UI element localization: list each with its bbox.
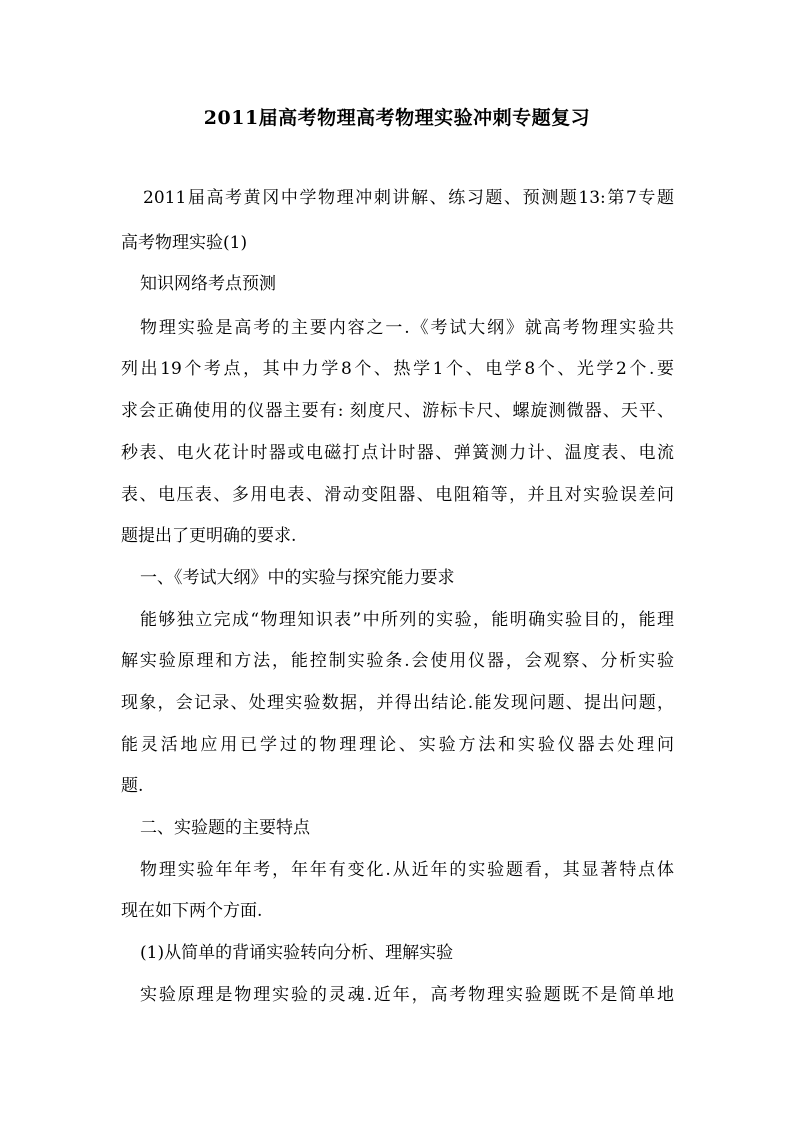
paragraph-line: 实验原理是物理实验的灵魂.近年，高考物理实验题既不是简单地: [140, 985, 674, 1005]
paragraph-line: 物理实验是高考的主要内容之一.《考试大纲》就高考物理实验共: [140, 318, 674, 338]
paragraph-line: 题提出了更明确的要求.: [121, 526, 297, 546]
paragraph-line: 现在如下两个方面.: [121, 901, 263, 921]
paragraph-line: 求会正确使用的仪器主要有: 刻度尺、游标卡尺、螺旋测微器、天平、: [121, 401, 674, 421]
paragraph-line: 高考物理实验(1): [121, 233, 248, 253]
paragraph-line: 表、电压表、多用电表、滑动变阻器、电阻箱等，并且对实验误差问: [121, 485, 674, 505]
paragraph-line: 能灵活地应用已学过的物理理论、实验方法和实验仪器去处理问: [121, 735, 674, 755]
subsection-heading: (1)从简单的背诵实验转向分析、理解实验: [140, 943, 454, 963]
paragraph-line: 解实验原理和方法，能控制实验条.会使用仪器，会观察、分析实验: [121, 651, 674, 671]
paragraph-line: 物理实验年年考，年年有变化.从近年的实验题看，其显著特点体: [140, 860, 674, 880]
paragraph-line: 能够独立完成“物理知识表”中所列的实验，能明确实验目的，能理: [140, 610, 674, 630]
paragraph-line: 现象，会记录、处理实验数据，并得出结论.能发现问题、提出问题，: [121, 693, 674, 713]
section-heading: 知识网络考点预测: [140, 274, 276, 294]
section-heading: 二、实验题的主要特点: [140, 818, 310, 838]
paragraph-line: 题.: [121, 776, 144, 796]
paragraph-line: 2011届高考黄冈中学物理冲刺讲解、练习题、预测题13:第7专题: [143, 188, 674, 208]
paragraph-line: 列出19个考点，其中力学8个、热学1个、电学8个、光学2个.要: [121, 359, 674, 379]
section-heading: 一、《考试大纲》中的实验与探究能力要求: [140, 568, 455, 588]
paragraph-line: 秒表、电火花计时器或电磁打点计时器、弹簧测力计、温度表、电流: [121, 443, 674, 463]
document-title: 2011届高考物理高考物理实验冲刺专题复习: [203, 107, 591, 129]
